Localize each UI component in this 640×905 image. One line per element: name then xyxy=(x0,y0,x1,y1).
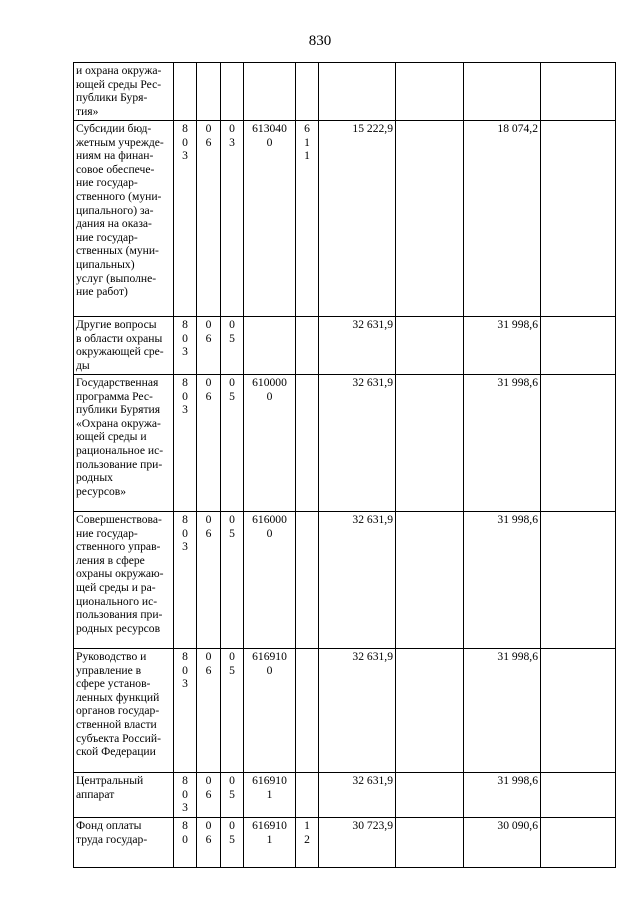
value-cell-2: 31 998,6 xyxy=(464,317,541,375)
value-cell-1: 32 631,9 xyxy=(319,375,396,512)
value-cell-2: 18 074,2 xyxy=(464,121,541,317)
code-cell-b: 0 6 xyxy=(197,317,221,375)
code-cell-b: 0 6 xyxy=(197,512,221,649)
value-cell-2: 31 998,6 xyxy=(464,773,541,818)
code-cell-target: 616910 0 xyxy=(244,649,296,773)
code-cell-b: 0 6 xyxy=(197,375,221,512)
table-row xyxy=(74,818,616,868)
code-cell-type: 6 1 1 xyxy=(296,121,319,317)
value-cell-2: 31 998,6 xyxy=(464,512,541,649)
table-row xyxy=(74,512,616,649)
row-name-cell: Руководство и управление в сфере установ- ленных функций органов государ- ственной власти субъекта Россий- ской Федерации xyxy=(74,649,174,773)
value-cell-2: 31 998,6 xyxy=(464,375,541,512)
code-cell-b: 0 6 xyxy=(197,818,221,868)
code-cell-c: 0 5 xyxy=(221,818,244,868)
code-cell-target: 613040 0 xyxy=(244,121,296,317)
empty-cell xyxy=(541,818,616,868)
code-cell-a: 8 0 3 xyxy=(174,773,197,818)
code-cell-c: 0 5 xyxy=(221,317,244,375)
empty-cell xyxy=(396,375,464,512)
code-cell-target: 616000 0 xyxy=(244,512,296,649)
row-name-cell: Фонд оплаты труда государ- xyxy=(74,818,174,868)
code-cell-type xyxy=(296,375,319,512)
code-cell-a: 8 0 3 xyxy=(174,121,197,317)
row-name-cell: Другие вопросы в области охраны окружающей сре- ды xyxy=(74,317,174,375)
empty-cell xyxy=(541,317,616,375)
code-cell-b: 0 6 xyxy=(197,649,221,773)
code-cell-a: 8 0 3 xyxy=(174,512,197,649)
row-name-cell: Центральный аппарат xyxy=(74,773,174,818)
table-row xyxy=(74,121,616,317)
empty-cell xyxy=(541,649,616,773)
empty-cell xyxy=(541,773,616,818)
code-cell-b: 0 6 xyxy=(197,121,221,317)
code-cell-type xyxy=(296,512,319,649)
code-cell-type xyxy=(296,63,319,121)
code-cell-b: 0 6 xyxy=(197,773,221,818)
empty-cell xyxy=(396,512,464,649)
code-cell-target xyxy=(244,317,296,375)
code-cell-type xyxy=(296,649,319,773)
empty-cell xyxy=(396,649,464,773)
table-row xyxy=(74,773,616,818)
code-cell-c: 0 5 xyxy=(221,649,244,773)
code-cell-c xyxy=(221,63,244,121)
table-row xyxy=(74,649,616,773)
empty-cell xyxy=(541,375,616,512)
value-cell-2: 31 998,6 xyxy=(464,649,541,773)
empty-cell xyxy=(541,63,616,121)
empty-cell xyxy=(396,317,464,375)
page-number: 830 xyxy=(308,33,332,49)
code-cell-target xyxy=(244,63,296,121)
value-cell-1: 32 631,9 xyxy=(319,649,396,773)
empty-cell xyxy=(541,512,616,649)
code-cell-a: 8 0 3 xyxy=(174,317,197,375)
empty-cell xyxy=(396,773,464,818)
value-cell-1: 32 631,9 xyxy=(319,317,396,375)
code-cell-a xyxy=(174,63,197,121)
value-cell-1: 15 222,9 xyxy=(319,121,396,317)
code-cell-b xyxy=(197,63,221,121)
table-row xyxy=(74,375,616,512)
code-cell-type xyxy=(296,317,319,375)
row-name-cell: Субсидии бюд- жетным учрежде- ниям на финан- совое обеспече- ние государ- ственного (муни- ципального) за- дания на оказа- ние государ- ственных (муни- ципальных) услуг (выполне- ние работ) xyxy=(74,121,174,317)
code-cell-c: 0 5 xyxy=(221,773,244,818)
empty-cell xyxy=(396,63,464,121)
empty-cell xyxy=(396,818,464,868)
code-cell-a: 8 0 xyxy=(174,818,197,868)
code-cell-type xyxy=(296,773,319,818)
table-row xyxy=(74,63,616,121)
value-cell-1: 32 631,9 xyxy=(319,773,396,818)
code-cell-c: 0 3 xyxy=(221,121,244,317)
empty-cell xyxy=(396,121,464,317)
value-cell-1: 30 723,9 xyxy=(319,818,396,868)
row-name-cell: и охрана окружа- ющей среды Рес- публики Буря- тия» xyxy=(74,63,174,121)
code-cell-c: 0 5 xyxy=(221,375,244,512)
code-cell-target: 610000 0 xyxy=(244,375,296,512)
code-cell-type: 1 2 xyxy=(296,818,319,868)
value-cell-2 xyxy=(464,63,541,121)
value-cell-2: 30 090,6 xyxy=(464,818,541,868)
table-row xyxy=(74,317,616,375)
code-cell-c: 0 5 xyxy=(221,512,244,649)
budget-table xyxy=(73,62,616,868)
row-name-cell: Совершенствова- ние государ- ственного управ- ления в сфере охраны окружаю- щей среды и ра- ционального ис- пользования при- родных ресурсов xyxy=(74,512,174,649)
value-cell-1 xyxy=(319,63,396,121)
code-cell-target: 616910 1 xyxy=(244,773,296,818)
row-name-cell: Государственная программа Рес- публики Бурятия «Охрана окружа- ющей среды и рациональное ис- пользование при- родных ресурсов» xyxy=(74,375,174,512)
code-cell-target: 616910 1 xyxy=(244,818,296,868)
value-cell-1: 32 631,9 xyxy=(319,512,396,649)
budget-table-body xyxy=(74,63,616,868)
code-cell-a: 8 0 3 xyxy=(174,649,197,773)
code-cell-a: 8 0 3 xyxy=(174,375,197,512)
empty-cell xyxy=(541,121,616,317)
